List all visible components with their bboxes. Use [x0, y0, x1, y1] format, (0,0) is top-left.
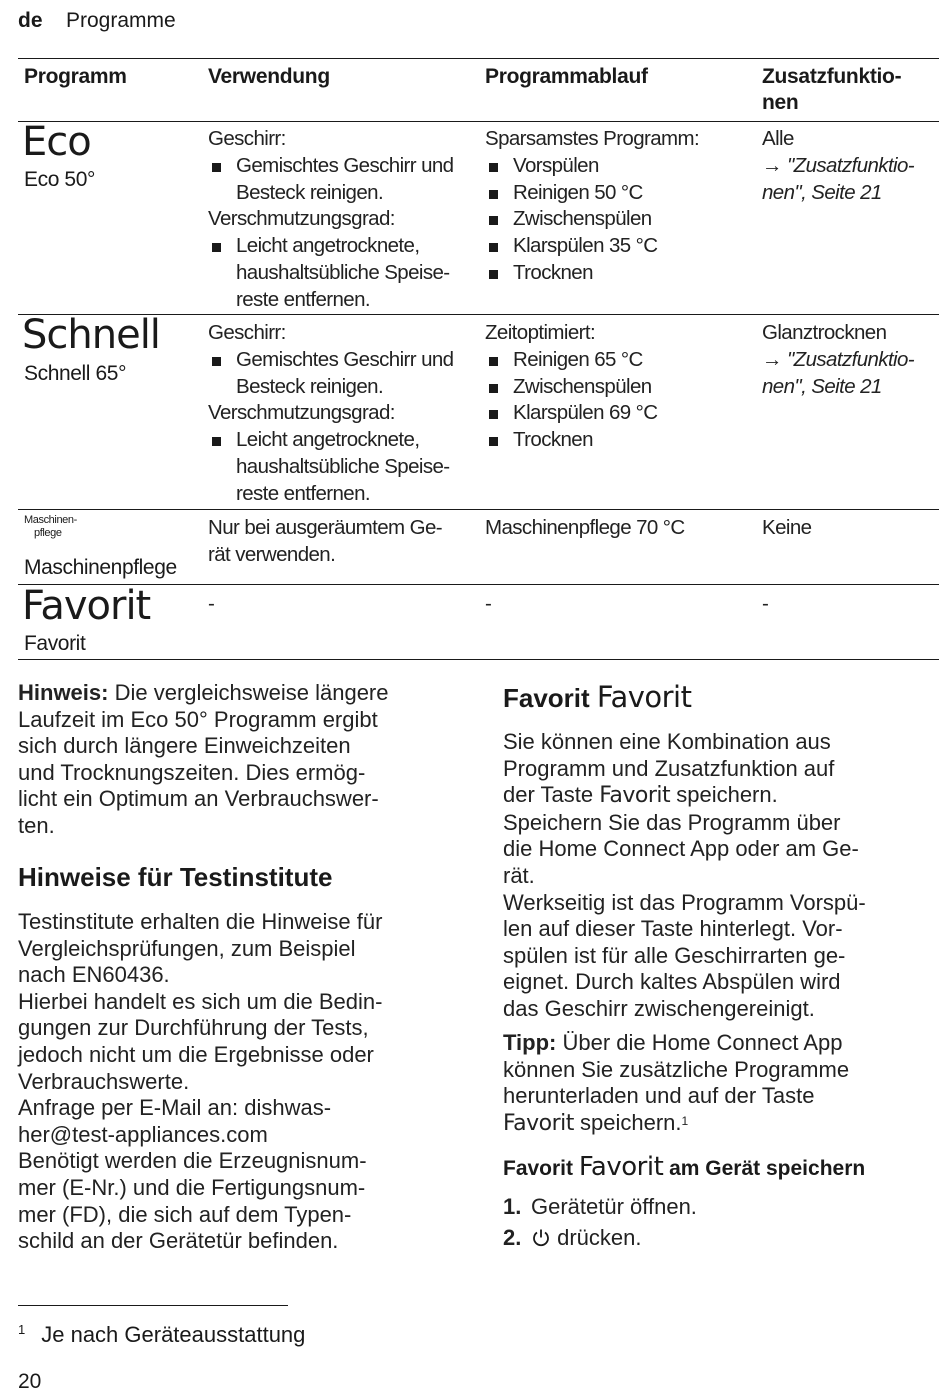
test-institute-paragraph: Testinstitute erhalten die Hinweise für Vergleichsprüfungen, zum Beispiel nach EN60436. Hierbei handelt es sich um die Bedin- gungen zur Durchführung der Tests, jedoch nicht um die Ergebnisse oder Verbrauchswerte. Anfrage per E-Mail an: dishwas- her@test-appliances.com Benötigt werden die Erzeugnisnum- mer (E-Nr.) und die Fertigungsnum- mer (FD), die sich auf dem Typen- schild an der Gerätetür befinden.: [18, 909, 383, 1254]
extra-cell: Keine: [762, 516, 812, 539]
favorit-heading: Favorit Favorit: [503, 680, 692, 714]
program-symbol: Favorit: [22, 583, 151, 629]
list-item: 2. drücken.: [503, 1225, 642, 1250]
flow-cell: Sparsamstes Programm: Vorspülen Reinigen 50 °C Zwischenspülen Klarspülen 35 °C Trocknen: [485, 126, 699, 287]
favorit-symbol: Favorit: [596, 680, 692, 714]
cross-reference-link[interactable]: → "Zusatzfunktio-: [762, 347, 915, 371]
program-name: Maschinenpflege: [24, 556, 177, 579]
table-rule: [18, 659, 939, 660]
program-name: Eco 50°: [24, 168, 95, 191]
page-number: 20: [18, 1370, 42, 1393]
flow-cell: Maschinenpflege 70 °C: [485, 516, 685, 539]
note-paragraph: Hinweis: Die vergleichsweise längere Laufzeit im Eco 50° Programm ergibt sich durch längere Einweichzeiten und Trocknungszeiten. Dies ermög- licht ein Optimum an Verbrauchswer- ten.: [18, 680, 389, 838]
program-name: Favorit: [24, 632, 86, 655]
usage-cell: Nur bei ausgeräumtem Ge- rät verwenden.: [208, 516, 442, 566]
col-header-zusatzfunktionen: Zusatzfunktio- nen: [762, 65, 902, 114]
col-header-verwendung: Verwendung: [208, 65, 330, 88]
extra-cell: Glanztrocknen → "Zusatzfunktio- nen", Seite 21: [762, 320, 914, 400]
subsection-heading: Favorit Favorit am Gerät speichern: [503, 1152, 866, 1182]
favorit-symbol: Favorit: [578, 1152, 664, 1182]
program-name: Schnell 65°: [24, 362, 127, 385]
col-header-programmablauf: Programmablauf: [485, 65, 648, 88]
program-symbol: Maschinen- pflege: [24, 514, 77, 539]
table-rule: [18, 509, 939, 510]
flow-cell: -: [485, 592, 492, 615]
power-icon: [531, 1228, 551, 1248]
language-code: de: [18, 9, 43, 32]
table-rule: [18, 58, 939, 59]
cross-reference-link[interactable]: nen", Seite 21: [762, 180, 882, 204]
usage-cell: Geschirr: Gemischtes Geschirr und Besteck reinigen. Verschmutzungsgrad: Leicht angetrocknete, haushaltsübliche Speise- reste entfernen.: [208, 127, 454, 311]
col-header-programm: Programm: [24, 65, 127, 88]
cross-reference-link[interactable]: nen", Seite 21: [762, 374, 882, 398]
program-symbol: Schnell: [22, 312, 160, 358]
extra-cell: -: [762, 592, 769, 615]
table-rule: [18, 584, 939, 585]
footnote: $^1$ Je nach Geräteausstattung: [18, 1322, 306, 1347]
section-title: Programme: [66, 9, 176, 32]
cross-reference-link[interactable]: → "Zusatzfunktio-: [762, 153, 915, 177]
table-rule: [18, 121, 939, 122]
section-heading: Hinweise für Testinstitute: [18, 862, 333, 892]
flow-cell: Zeitoptimiert: Reinigen 65 °C Zwischenspülen Klarspülen 69 °C Trocknen: [485, 320, 657, 454]
favorit-symbol: Favorit: [503, 1110, 574, 1136]
tip-paragraph: Tipp: Über die Home Connect App können Sie zusätzliche Programme herunterladen und auf der Taste Favorit speichern.$^1$: [503, 1030, 850, 1136]
extra-cell: Alle → "Zusatzfunktio- nen", Seite 21: [762, 126, 914, 206]
list-item: 1. Gerätetür öffnen.: [503, 1194, 697, 1219]
steps-list: [503, 1191, 697, 1253]
footnote-reference[interactable]: 1: [681, 1113, 689, 1128]
tip-label: Tipp:: [503, 1030, 557, 1055]
usage-cell: Geschirr: Gemischtes Geschirr und Besteck reinigen. Verschmutzungsgrad: Leicht angetrocknete, haushaltsübliche Speise- reste entfernen.: [208, 321, 454, 505]
program-symbol: Eco: [22, 119, 91, 165]
footnote-rule: [18, 1305, 288, 1306]
note-label: Hinweis:: [18, 680, 109, 705]
usage-cell: -: [208, 592, 215, 615]
favorit-symbol: Favorit: [599, 783, 671, 809]
favorit-paragraph: Sie können eine Kombination aus Programm und Zusatzfunktion auf der Taste Favorit speichern. Speichern Sie das Programm über die Home Connect App oder am Ge- rät. Werkseitig ist das Programm Vorspü- len auf dieser Taste hinterlegt. Vor- spülen ist für alle Geschirrarten ge- eignet. Durch kaltes Abspülen wird das Geschirr zwischengereinigt.: [503, 729, 866, 1021]
